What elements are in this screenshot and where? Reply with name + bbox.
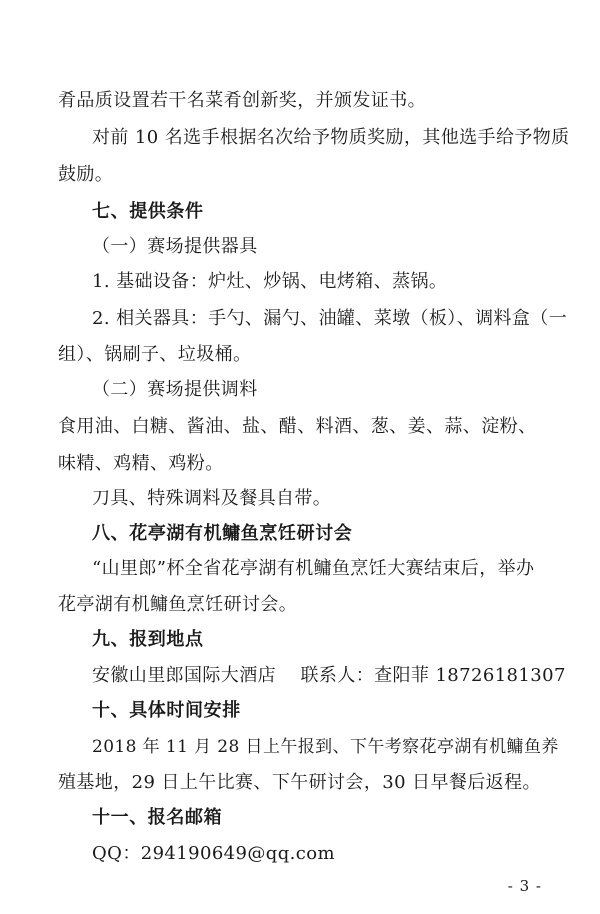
item-basic-equipment: 1. 基础设备：炉灶、炒锅、电烤箱、蒸锅。 bbox=[92, 271, 448, 292]
paragraph-award-continuation: 肴品质设置若干名菜肴创新奖，并颁发证书。 bbox=[58, 90, 426, 111]
paragraph-schedule-continued: 殖基地，29 日上午比赛、下午研讨会，30 日早餐后返程。 bbox=[58, 772, 541, 793]
paragraph-seminar: “山里郎”杯全省花亭湖有机鳙鱼烹饪大赛结束后，举办 bbox=[92, 558, 535, 579]
paragraph-seasonings-continued: 味精、鸡精、鸡粉。 bbox=[58, 453, 224, 474]
paragraph-prizes: 对前 10 名选手根据名次给予物质奖励，其他选手给予物质 bbox=[92, 127, 570, 148]
heading-section-10: 十、具体时间安排 bbox=[92, 700, 241, 721]
heading-section-8: 八、花亭湖有机鳙鱼烹饪研讨会 bbox=[92, 523, 353, 544]
heading-section-11: 十一、报名邮箱 bbox=[92, 807, 223, 828]
subheading-equipment: （一）赛场提供器具 bbox=[92, 236, 258, 257]
heading-section-9: 九、报到地点 bbox=[92, 629, 204, 650]
item-related-tools-continued: 组）、锅刷子、垃圾桶。 bbox=[58, 344, 252, 365]
paragraph-schedule: 2018 年 11 月 28 日上午报到、下午考察花亭湖有机鳙鱼养 bbox=[92, 737, 559, 757]
paragraph-seasonings: 食用油、白糖、酱油、盐、醋、料酒、葱、姜、蒜、淀粉、 bbox=[58, 416, 537, 437]
paragraph-self-bring: 刀具、特殊调料及餐具自带。 bbox=[92, 488, 332, 509]
heading-section-7: 七、提供条件 bbox=[92, 201, 204, 222]
paragraph-seminar-continued: 花亭湖有机鳙鱼烹饪研讨会。 bbox=[58, 594, 298, 615]
item-related-tools: 2. 相关器具：手勺、漏勺、油罐、菜墩（板）、调料盒（一 bbox=[92, 308, 568, 329]
paragraph-prizes-continued: 鼓励。 bbox=[58, 164, 114, 185]
paragraph-venue-contact: 安徽山里郎国际大酒店 联系人：查阳菲 18726181307 bbox=[92, 665, 566, 686]
subheading-seasonings: （二）赛场提供调料 bbox=[92, 379, 258, 400]
paragraph-email: QQ：294190649@qq.com bbox=[92, 843, 335, 864]
page-number: - 3 - bbox=[507, 877, 542, 895]
